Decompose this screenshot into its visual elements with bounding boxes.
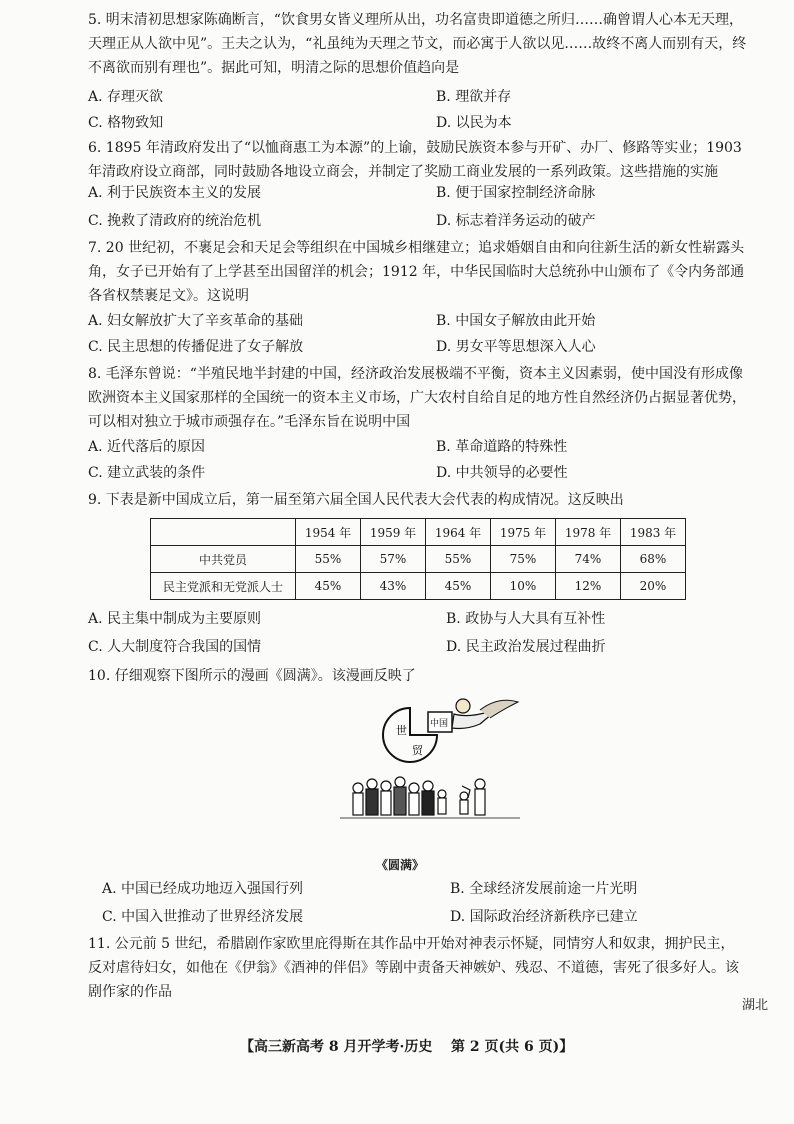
table-cell: 55% — [426, 546, 491, 573]
year-header: 1954 年 — [296, 519, 361, 546]
question-6-stem: 6. 1895 年清政府发出了“以恤商惠工为本源”的上谕，鼓励民族资本参与开矿、办厂、修路等实业；1903 年清政府设立商部，同时鼓励各地设立商会，并制定了奖励工商业发展的一系列政策。这些措施的实施 — [88, 140, 742, 180]
year-header: 1983 年 — [621, 519, 686, 546]
option-a: A. 妇女解放扩大了辛亥革命的基础 — [88, 313, 304, 329]
option-b: B. 政协与人大具有互补性 — [446, 611, 606, 627]
option-d: D. 国际政治经济新秩序已建立 — [450, 909, 638, 925]
region-mark: 湖北 — [742, 998, 769, 1013]
option-a: A. 利于民族资本主义的发展 — [88, 185, 262, 201]
option-c: C. 格物致知 — [88, 115, 164, 131]
question-11 — [88, 932, 748, 1004]
china-label: 中国 — [430, 719, 449, 729]
option-a: A. 中国已经成功地迈入强国行列 — [102, 881, 304, 897]
question-10-stem: 10. 仔细观察下图所示的漫画《圆满》。该漫画反映了 — [88, 668, 416, 684]
option-b: B. 理欲并存 — [436, 89, 512, 105]
question-11-stem: 11. 公元前 5 世纪，希腊剧作家欧里庇得斯在其作品中开始对神表示怀疑，同情穷人和奴隶，拥护民主，反对虐待妇女，如他在《伊翁》《酒神的伴侣》等剧中责备天神嫉妒、残忍、不道德，害死了很多好人。该剧作家的作品 — [88, 936, 739, 1000]
option-c: C. 中国入世推动了世界经济发展 — [102, 909, 304, 925]
table-cell: 75% — [491, 546, 556, 573]
table-cell: 20% — [621, 573, 686, 600]
table-header-row — [151, 519, 686, 546]
page-footer — [240, 1036, 573, 1056]
cartoon-illustration — [340, 690, 540, 850]
table-cell: 55% — [296, 546, 361, 573]
table-cell: 10% — [491, 573, 556, 600]
table-cell: 43% — [361, 573, 426, 600]
flying-figure-head — [456, 699, 470, 713]
option-d: D. 中共领导的必要性 — [436, 465, 568, 481]
char-mao: 贸 — [412, 744, 423, 757]
year-header: 1959 年 — [361, 519, 426, 546]
question-7 — [88, 236, 748, 308]
year-header: 1978 年 — [556, 519, 621, 546]
question-5-stem: 5. 明末清初思想家陈确断言，“饮食男女皆义理所从出，功名富贵即道德之所归……确曾谓人心本无天理，天理正从人欲中见”。王夫之认为，“礼虽纯为天理之节文，而必寓于人欲以见……故终不离人而别有天，终不离欲而别有理也”。据此可知，明清之际的思想价值趋向是 — [88, 12, 747, 76]
table-cell: 57% — [361, 546, 426, 573]
question-6 — [88, 136, 748, 184]
exam-title: 【高三新高考 8 月开学考·历史 — [240, 1039, 433, 1055]
row-label: 中共党员 — [151, 546, 296, 573]
option-b: B. 革命道路的特殊性 — [436, 439, 568, 455]
cartoon-caption: 《圆满》 — [375, 858, 424, 872]
char-shi: 世 — [396, 724, 407, 737]
year-header: 1964 年 — [426, 519, 491, 546]
option-d: D. 民主政治发展过程曲折 — [446, 639, 606, 655]
question-8-stem: 8. 毛泽东曾说：“半殖民地半封建的中国，经济政治发展极端不平衡，资本主义因素弱，使中国没有形成像欧洲资本主义国家那样的全国统一的资本主义市场，广大农村自给自足的地方性自然经济仍占据显著优势，可以相对独立于城市顽强存在。”毛泽东旨在说明中国 — [88, 366, 746, 430]
option-c: C. 民主思想的传播促进了女子解放 — [88, 339, 304, 355]
option-d: D. 男女平等思想深入人心 — [436, 339, 596, 355]
question-9-stem: 9. 下表是新中国成立后，第一届至第六届全国人民代表大会代表的构成情况。这反映出 — [88, 492, 624, 508]
table-cell: 74% — [556, 546, 621, 573]
table-cell: 45% — [426, 573, 491, 600]
npc-composition-table — [150, 518, 686, 600]
table-row — [151, 573, 686, 600]
question-10 — [88, 664, 748, 688]
table-corner-cell — [151, 519, 296, 546]
option-a: A. 民主集中制成为主要原则 — [88, 611, 262, 627]
question-7-stem: 7. 20 世纪初，不裹足会和天足会等组织在中国城乡相继建立；追求婚姻自由和向往新生活的新女性崭露头角，女子已开始有了上学甚至出国留洋的机会；1912 年，中华民国临时大总统孙中山颁布了《令内务部通各省权禁裹足文》。这说明 — [88, 240, 745, 304]
question-9 — [88, 488, 748, 512]
option-d: D. 以民为本 — [436, 115, 512, 131]
option-c: C. 挽救了清政府的统治危机 — [88, 213, 262, 229]
crowd — [353, 777, 485, 815]
table-cell: 12% — [556, 573, 621, 600]
option-c: C. 人大制度符合我国的国情 — [88, 639, 262, 655]
option-a: A. 存理灭欲 — [88, 89, 164, 105]
option-b: B. 中国女子解放由此开始 — [436, 313, 596, 329]
option-d: D. 标志着洋务运动的破产 — [436, 213, 596, 229]
option-b: B. 便于国家控制经济命脉 — [436, 185, 596, 201]
option-c: C. 建立武装的条件 — [88, 465, 206, 481]
page-number: 第 2 页(共 6 页)】 — [451, 1039, 574, 1055]
row-label: 民主党派和无党派人士 — [151, 573, 296, 600]
table-row — [151, 546, 686, 573]
option-b: B. 全球经济发展前途一片光明 — [450, 881, 638, 897]
option-a: A. 近代落后的原因 — [88, 439, 206, 455]
year-header: 1975 年 — [491, 519, 556, 546]
table-cell: 68% — [621, 546, 686, 573]
table-cell: 45% — [296, 573, 361, 600]
question-8 — [88, 362, 748, 434]
question-5 — [88, 8, 748, 80]
